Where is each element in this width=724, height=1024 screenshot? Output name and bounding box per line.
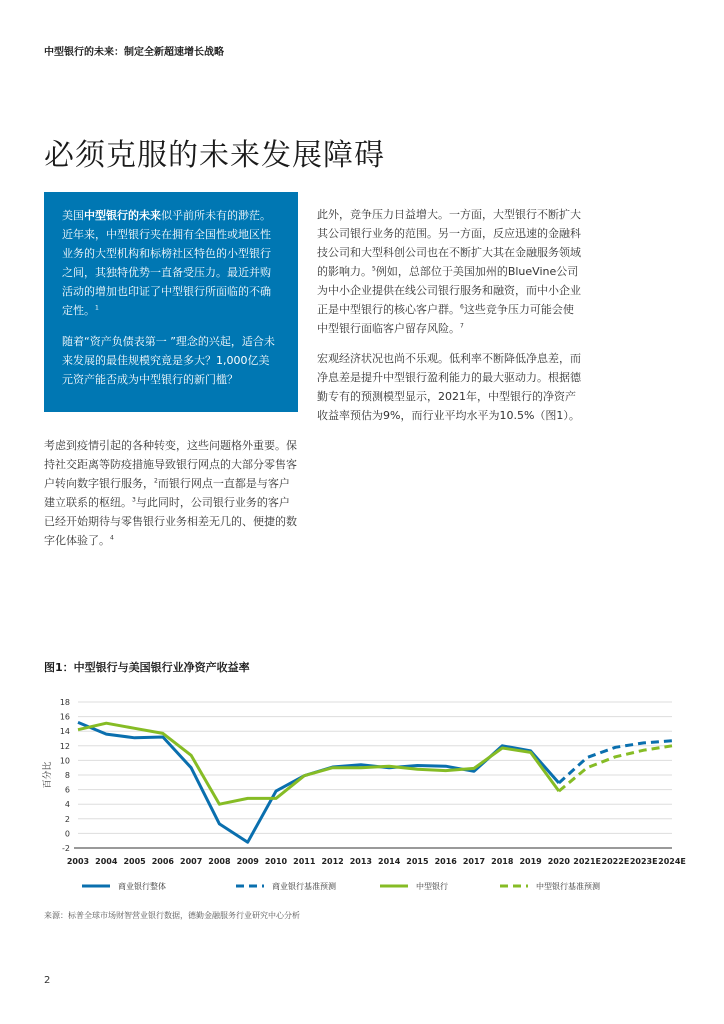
y-tick-label: 8 <box>64 771 70 780</box>
x-tick-label: 2018 <box>491 857 514 866</box>
footnote-ref: 5 <box>372 265 376 273</box>
footnote-ref: 3 <box>132 496 136 504</box>
footnote-ref: 1 <box>95 304 99 312</box>
x-tick-label: 2008 <box>208 857 231 866</box>
x-tick-label: 2009 <box>236 857 259 866</box>
x-tick-label: 2020 <box>547 857 570 866</box>
right-column-text <box>317 205 581 436</box>
x-tick-label: 2010 <box>264 857 288 866</box>
footnote-ref: 4 <box>110 534 114 542</box>
y-tick-label: 6 <box>64 785 70 795</box>
y-tick-label: 14 <box>59 727 70 737</box>
running-header: 中型银行的未来：制定全新超速增长战略 <box>44 47 224 58</box>
x-tick-label: 2005 <box>123 857 146 866</box>
x-tick-label: 2006 <box>151 857 174 866</box>
y-tick-label: 2 <box>64 814 70 824</box>
callout-highlight: 中型银行的未来 <box>84 209 161 222</box>
x-tick-label: 2024E <box>658 857 686 866</box>
figure-source: 来源：标普全球市场财智营业银行数据，德勤金融服务行业研究中心分析 <box>44 911 300 920</box>
y-axis-label: 百分比 <box>43 761 53 789</box>
legend-label: 商业银行基准预测 <box>272 882 336 891</box>
callout-paragraph-2: 随着“资产负债表第一 ”理念的兴起，适合未来发展的最佳规模究竟是多大？1,000亿美元资产能否成为中型银行的新门槛？ <box>62 335 275 386</box>
series-line-1 <box>78 722 559 842</box>
body-paragraph: 考虑到疫情引起的各种转变，这些问题格外重要。保持社交距离等防疫措施导致银行网点的大部分零售客户转向数字银行服务，$^2$而银行网点一直都是与客户建立联系的枢纽。$^3$与此同时，公司银行业务的客户已经开始期待与零售银行业务相差无几的、便捷的数字化体验了。$^4$ <box>44 439 297 547</box>
legend-label: 中型银行基准预测 <box>536 882 600 891</box>
series-line-3 <box>78 723 559 804</box>
x-tick-label: 2023E <box>629 857 658 866</box>
x-tick-label: 2012 <box>321 857 344 866</box>
y-tick-label: 4 <box>64 800 70 810</box>
body-paragraph: 宏观经济状况也尚不乐观。低利率不断降低净息差，而净息差是提升中型银行盈利能力的最大驱动力。根据德勤专有的预测模型显示，2021年，中型银行的净资产收益率预估为9%，而行业平均水平为10.5%（图1）。 <box>317 352 581 422</box>
figure-title: 图1：中型银行与美国银行业净资产收益率 <box>44 661 250 674</box>
x-tick-label: 2003 <box>66 857 90 866</box>
x-tick-label: 2022E <box>601 857 630 866</box>
x-tick-label: 2004 <box>95 857 118 866</box>
y-tick-label: 12 <box>59 741 70 751</box>
y-tick-label: 0 <box>64 829 70 839</box>
page-title: 必须克服的未来发展障碍 <box>44 138 385 173</box>
y-tick-label: 16 <box>59 712 70 722</box>
footnote-ref: 6 <box>460 303 464 311</box>
x-tick-label: 2007 <box>180 857 203 866</box>
footnote-ref: 2 <box>154 477 158 485</box>
y-tick-label: -2 <box>62 844 70 853</box>
page-number: 2 <box>44 975 51 986</box>
x-tick-label: 2015 <box>406 857 429 866</box>
x-tick-label: 2017 <box>462 857 486 866</box>
x-tick-label: 2019 <box>519 857 542 866</box>
callout-box <box>44 192 298 412</box>
x-tick-label: 2014 <box>378 857 401 866</box>
y-tick-label: 18 <box>59 698 70 707</box>
roe-line-chart <box>40 690 686 900</box>
x-tick-label: 2016 <box>434 857 457 866</box>
x-tick-label: 2021E <box>573 857 602 866</box>
footnote-ref: 7 <box>460 322 464 330</box>
x-tick-label: 2013 <box>349 857 372 866</box>
left-body-text <box>44 436 300 550</box>
callout-paragraph-1: 美国中型银行的未来似乎前所未有的渺茫。近年来，中型银行夹在拥有全国性或地区性业务的大型机构和标榜社区特色的小型银行之间，其独特优势一直备受压力。最近并购活动的增加也印证了中型银行所面临的不确定性。$^1$ <box>62 209 271 317</box>
x-tick-label: 2011 <box>293 857 316 866</box>
series-line-4 <box>559 746 672 791</box>
legend-label: 中型银行 <box>416 882 448 891</box>
body-paragraph: 此外，竞争压力日益增大。一方面，大型银行不断扩大其公司银行业务的范围。另一方面，反应迅速的金融科技公司和大型科创公司也在不断扩大其在金融服务领域的影响力。$^5$例如，总部位于美国加州的BlueVine公司为中小企业提供在线公司银行服务和融资，而中小企业正是中型银行的核心客户群。$^6$这些竞争压力可能会使中型银行面临客户留存风险。$^7$ <box>317 208 581 335</box>
legend-label: 商业银行整体 <box>118 882 166 891</box>
y-tick-label: 10 <box>59 756 70 766</box>
